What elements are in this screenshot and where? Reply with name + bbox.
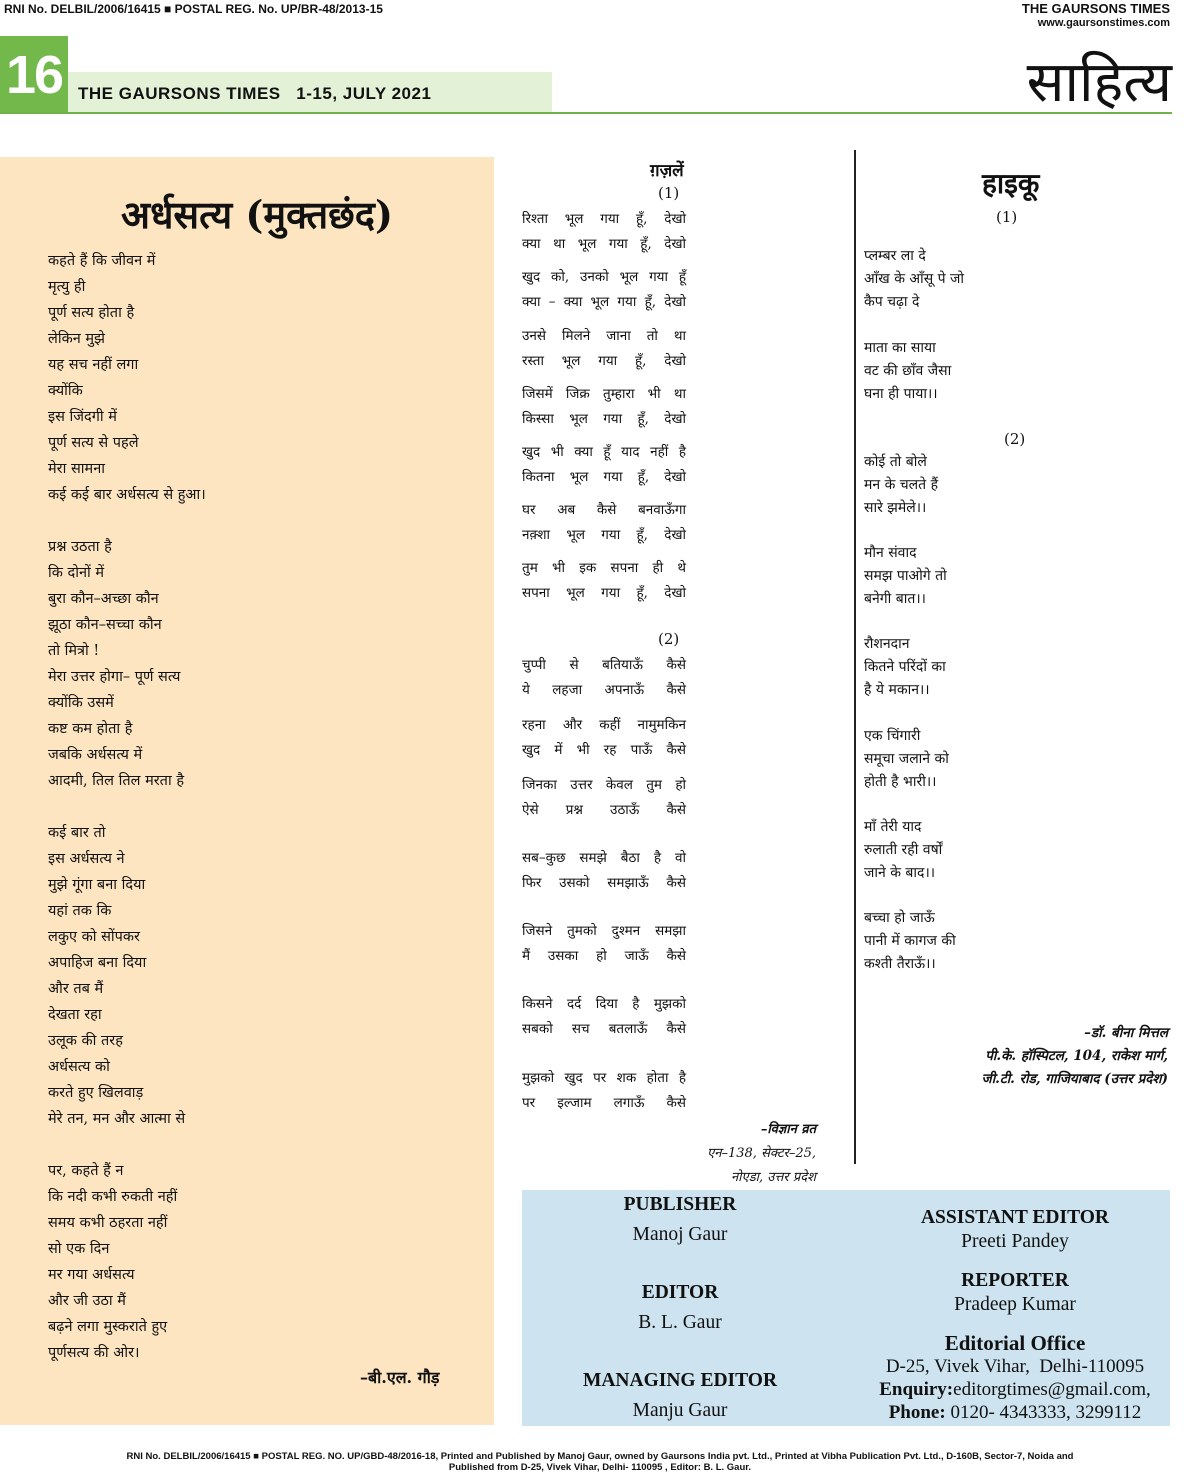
ghazal-title: ग़ज़लें <box>650 161 684 181</box>
ghazal-author-name: –विज्ञान व्रत <box>760 1122 816 1137</box>
poem-line: कहते हैं कि जीवन में <box>48 253 156 269</box>
ghazal-couplet <box>522 556 686 606</box>
ghazal-line: उनसे मिलने जाना तो था <box>522 328 686 344</box>
poem-line: यह सच नहीं लगा <box>48 357 139 373</box>
editorial-office-role: Editorial Office <box>944 1331 1086 1355</box>
ghazal-line: रिश्ता भूल गया हूँ, देखो <box>522 211 686 227</box>
poem-line: पूर्ण सत्य होता है <box>48 305 135 321</box>
assistant-editor-block <box>860 1206 1170 1254</box>
haiku-stanza <box>864 245 964 314</box>
ghazal-line: किसने दर्द दिया है मुझको <box>522 996 686 1012</box>
ghazal-line: कितना भूल गया हूँ, देखो <box>522 469 686 485</box>
haiku-line: कैप चढ़ा दे <box>864 294 920 310</box>
haiku-line: पानी में कागज की <box>864 933 956 949</box>
haiku-author-address-2: जी.टी. रोड, गाजियाबाद (उत्तर प्रदेश) <box>981 1071 1168 1087</box>
poem-line: कि नदी कभी रुकती नहीं <box>48 1189 178 1205</box>
poem-line: उलूक की तरह <box>48 1033 123 1049</box>
poem-line: पर, कहते हैं न <box>48 1163 124 1179</box>
poem-line: सो एक दिन <box>48 1241 110 1257</box>
publisher-name: Manoj Gaur <box>632 1224 728 1245</box>
poem-line: मेरा सामना <box>48 461 105 477</box>
managing-editor-name: Manju Gaur <box>632 1400 728 1421</box>
ghazal-line: सपना भूल गया हूँ, देखो <box>522 585 686 601</box>
haiku-line: माता का साया <box>864 340 936 356</box>
poem-line: अर्धसत्य को <box>48 1059 110 1075</box>
haiku-stanza <box>864 451 938 520</box>
editorial-office-address: D-25, Vivek Vihar, Delhi-110095 <box>885 1356 1145 1377</box>
haiku-line: वट की छाँव जैसा <box>864 363 952 379</box>
haiku-line: कितने परिंदों का <box>864 659 946 675</box>
haiku-line: सारे झमेले।। <box>864 500 927 516</box>
poem-title: अर्धसत्य (मुक्तछंद) <box>121 192 393 237</box>
haiku-line: मौन संवाद <box>864 545 917 561</box>
ghazal-line: किस्सा भूल गया हूँ, देखो <box>522 411 686 427</box>
ghazal-line: क्या – क्या भूल गया हूँ, देखो <box>522 294 686 310</box>
poem-line: देखता रहा <box>48 1007 102 1023</box>
poem-line: बुरा कौन–अच्छा कौन <box>48 591 159 607</box>
haiku-author-address-1: पी.के. हॉस्पिटल, 104, राकेश मार्ग, <box>985 1048 1168 1064</box>
poem-line: इस अर्धसत्य ने <box>48 851 125 867</box>
poem-line: झूठा कौन–सच्चा कौन <box>48 617 162 633</box>
poem-line: लकुए को सोंपकर <box>48 929 140 945</box>
editor-name: B. L. Gaur <box>638 1312 722 1333</box>
ghazal-number-2: (2) <box>658 630 680 648</box>
imprint-line-2: Published from D-25, Vivek Vihar, Delhi- 110095 , Editor: B. L. Gaur. <box>448 1462 752 1473</box>
poem-author: –बी.एल. गौड़ <box>360 1368 440 1387</box>
ghazal-couplet <box>522 440 686 490</box>
poem-line: अपाहिज बना दिया <box>48 955 147 971</box>
stanza-gap <box>48 508 206 534</box>
haiku-line: कोई तो बोले <box>864 454 927 470</box>
haiku-number-1: (1) <box>996 208 1018 226</box>
stanza-gap <box>48 1132 206 1158</box>
poem-line: कई बार तो <box>48 825 106 841</box>
haiku-line: होती है भारी।। <box>864 774 937 790</box>
haiku-line: जाने के बाद।। <box>864 865 936 881</box>
ghazal-line: नक़्शा भूल गया हूँ, देखो <box>522 527 686 543</box>
poem-line: बढ़ने लगा मुस्कराते हुए <box>48 1319 168 1335</box>
ghazal-line: जिसने तुमको दुश्मन समझा <box>522 923 686 939</box>
editor-role: EDITOR <box>641 1282 719 1303</box>
assistant-editor-name: Preeti Pandey <box>961 1231 1069 1252</box>
haiku-line: मन के चलते हैं <box>864 477 939 493</box>
haiku-stanza <box>864 816 942 885</box>
haiku-line: रौशनदान <box>864 636 910 652</box>
poem-line: कष्ट कम होता है <box>48 721 133 737</box>
ghazal-couplet <box>522 498 686 548</box>
assistant-editor-role: ASSISTANT EDITOR <box>920 1207 1110 1228</box>
haiku-line: बनेगी बात।। <box>864 591 926 607</box>
haiku-line: आँख के आँसू पे जो <box>864 271 965 287</box>
masthead-title: THE GAURSONS TIMES 1-15, JULY 2021 <box>78 84 432 103</box>
poem-line: समय कभी ठहरता नहीं <box>48 1215 168 1231</box>
poem-line: तो मित्रो ! <box>48 643 100 659</box>
haiku-stanza <box>864 542 947 611</box>
reporter-block <box>860 1269 1170 1317</box>
poem-body <box>48 248 206 1366</box>
poem-line: मृत्यु ही <box>48 279 86 295</box>
poem-line: कई कई बार अर्धसत्य से हुआ। <box>48 487 206 503</box>
haiku-line: बच्चा हो जाऊँ <box>864 910 935 926</box>
ghazal-line: मुझको खुद पर शक होता है <box>522 1070 686 1086</box>
page-number: 16 <box>0 36 68 114</box>
poem-line: पूर्णसत्य की ओर। <box>48 1345 140 1361</box>
poem-line: कि दोनों में <box>48 565 105 581</box>
phone-label: Phone: <box>888 1402 946 1423</box>
poem-line: लेकिन मुझे <box>48 331 106 347</box>
ghazal-line: खुद को, उनको भूल गया हूँ <box>522 269 686 285</box>
ghazal-author-address-2: नोएडा, उत्तर प्रदेश <box>730 1170 816 1185</box>
ghazal-couplet <box>522 773 686 823</box>
section-heading: साहित्य <box>1026 50 1172 115</box>
ghazal-author <box>680 1118 816 1190</box>
masthead-divider <box>0 112 1172 114</box>
ghazal-author-address-1: एन–138, सेक्टर–25, <box>707 1146 816 1161</box>
ghazal-couplet <box>522 207 686 257</box>
ghazal-couplet <box>522 265 686 315</box>
haiku-author-name: –डॉ. बीना मित्तल <box>1084 1025 1168 1041</box>
reporter-name: Pradeep Kumar <box>954 1294 1076 1315</box>
phone-line <box>860 1401 1170 1424</box>
ghazal-line: सबको सच बतलाऊँ कैसे <box>522 1021 686 1037</box>
imprint-line-1: RNI No. DELBIL/2006/16415 ■ POSTAL REG. NO. UP/GBD-48/2016-18, Printed and Published by Manoj Gaur, owned by Gaursons India pvt. Ltd., Printed at Vibha Publication Pvt. Ltd., D-160B, Sector-7, Noida and <box>126 1451 1074 1462</box>
website-link[interactable]: www.gaursonstimes.com <box>1037 17 1170 29</box>
poem-line: और तब मैं <box>48 981 104 997</box>
ghazal-line: सब–कुछ समझे बैठा है वो <box>522 850 686 866</box>
haiku-line: रुलाती रही वर्षों <box>864 842 943 858</box>
haiku-line: है ये मकान।। <box>864 682 930 698</box>
poem-line: करते हुए खिलवाड़ <box>48 1085 144 1101</box>
phone-number: 0120- 4343333, 3299112 <box>945 1402 1142 1423</box>
editorial-office-block <box>860 1331 1170 1424</box>
ghazal-line: मैं उसका हो जाऊँ कैसे <box>522 948 686 964</box>
haiku-line: समझ पाओगे तो <box>864 568 947 584</box>
haiku-stanza <box>864 907 956 976</box>
poem-line: क्योंकि <box>48 383 83 399</box>
haiku-line: घना ही पाया।। <box>864 386 938 402</box>
header-brand <box>1022 1 1170 31</box>
haiku-number-2: (2) <box>1004 430 1026 448</box>
enquiry-email[interactable]: editorgtimes@gmail.com, <box>953 1379 1151 1400</box>
enquiry-line <box>860 1378 1170 1401</box>
poem-line: इस जिंदगी में <box>48 409 117 425</box>
haiku-line: कश्ती तैराऊँ।। <box>864 956 936 972</box>
haiku-line: माँ तेरी याद <box>864 819 922 835</box>
imprint-footer <box>60 1451 1140 1473</box>
poem-line: मर गया अर्धसत्य <box>48 1267 135 1283</box>
ghazal-couplet <box>522 713 686 763</box>
ghazal-couplet <box>522 324 686 374</box>
poem-line: क्योंकि उसमें <box>48 695 114 711</box>
poem-line: और जी उठा मैं <box>48 1293 126 1309</box>
ghazal-line: तुम भी इक सपना ही थे <box>522 560 686 576</box>
publisher-block <box>550 1193 810 1247</box>
ghazal-couplet <box>522 382 686 432</box>
stanza-gap <box>48 794 206 820</box>
ghazal-couplet <box>522 1066 686 1116</box>
haiku-line: प्लम्बर ला दे <box>864 248 926 264</box>
registration-line: RNI No. DELBIL/2006/16415 ■ POSTAL REG. No. UP/BR-48/2013-15 <box>4 2 383 16</box>
reporter-role: REPORTER <box>961 1270 1069 1291</box>
poem-line: यहां तक कि <box>48 903 112 919</box>
editor-block <box>550 1281 810 1335</box>
ghazal-line: फिर उसको समझाऊँ कैसे <box>522 875 686 891</box>
ghazal-line: खुद भी क्या हूँ याद नहीं है <box>522 444 686 460</box>
haiku-stanza <box>864 633 946 702</box>
ghazal-couplet <box>522 653 686 703</box>
managing-editor-block <box>550 1369 810 1423</box>
ghazal-couplet <box>522 919 686 969</box>
ghazal-line: क्या था भूल गया हूँ, देखो <box>522 236 686 252</box>
poem-line: प्रश्न उठता है <box>48 539 112 555</box>
poem-line: जबकि अर्धसत्य में <box>48 747 143 763</box>
ghazal-couplet <box>522 992 686 1042</box>
haiku-title: हाइकू <box>982 167 1040 200</box>
ghazal-line: जिसमें जिक्र तुम्हारा भी था <box>522 386 686 402</box>
ghazal-line: ऐसे प्रश्न उठाऊँ कैसे <box>522 802 686 818</box>
paper-name: THE GAURSONS TIMES <box>1021 1 1170 16</box>
managing-editor-role: MANAGING EDITOR <box>582 1370 778 1391</box>
column-divider <box>854 150 856 1164</box>
ghazal-line: जिनका उत्तर केवल तुम हो <box>522 777 686 793</box>
ghazal-line: रस्ता भूल गया हूँ, देखो <box>522 353 686 369</box>
ghazal-line: रहना और कहीं नामुमकिन <box>522 717 686 733</box>
haiku-author <box>982 1022 1168 1091</box>
ghazal-line: ये लहजा अपनाऊँ कैसे <box>522 682 686 698</box>
poem-line: मुझे गूंगा बना दिया <box>48 877 146 893</box>
poem-line: मेरे तन, मन और आत्मा से <box>48 1111 186 1127</box>
ghazal-line: घर अब कैसे बनवाऊँगा <box>522 502 686 518</box>
ghazal-line: चुप्पी से बतियाऊँ कैसे <box>522 657 686 673</box>
ghazal-line: पर इल्जाम लगाऊँ कैसे <box>522 1095 686 1111</box>
ghazal-number-1: (1) <box>658 184 680 202</box>
haiku-line: समूचा जलाने को <box>864 751 949 767</box>
ghazal-couplet <box>522 846 686 896</box>
haiku-stanza <box>864 337 951 406</box>
ghazal-line: खुद में भी रह पाऊँ कैसे <box>522 742 686 758</box>
poem-line: आदमी, तिल तिल मरता है <box>48 773 185 789</box>
publisher-role: PUBLISHER <box>623 1194 737 1215</box>
enquiry-label: Enquiry: <box>879 1379 954 1400</box>
poem-line: मेरा उत्तर होगा– पूर्ण सत्य <box>48 669 181 685</box>
haiku-line: एक चिंगारी <box>864 728 921 744</box>
poem-line: पूर्ण सत्य से पहले <box>48 435 139 451</box>
haiku-stanza <box>864 725 949 794</box>
